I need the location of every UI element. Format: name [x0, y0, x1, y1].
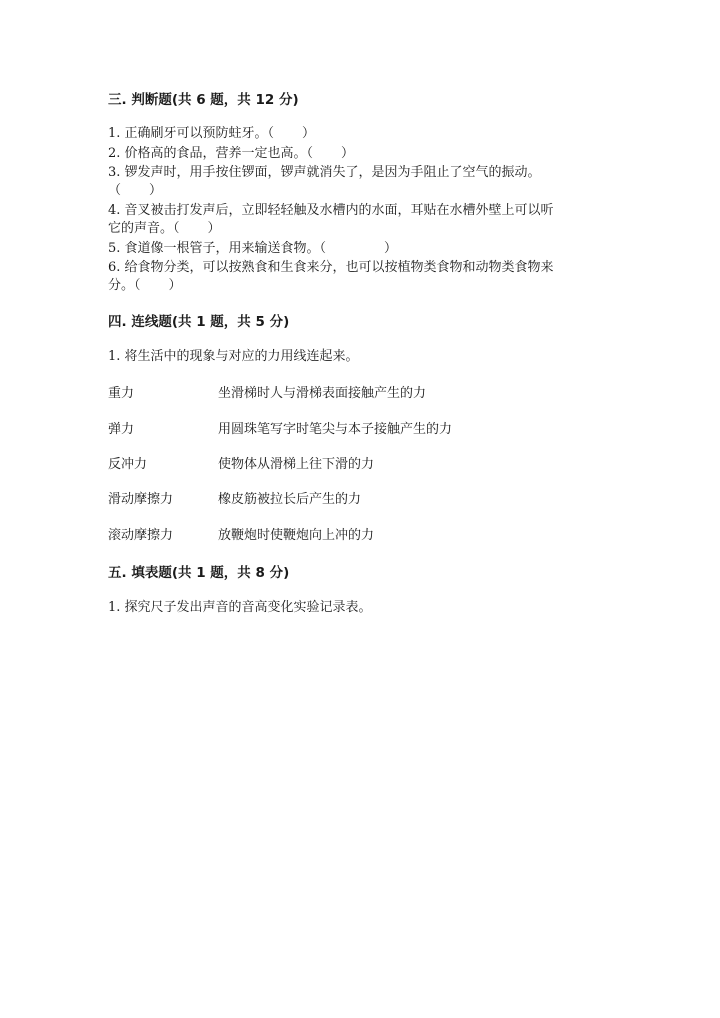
judge-item-4-open: 它的声音。（ [108, 221, 180, 236]
judge-item-1-close: ） [302, 126, 316, 141]
force-term[interactable]: 弹力 [108, 422, 135, 437]
section5-heading: 五. 填表题(共 1 题，共 8 分) [108, 565, 290, 581]
judge-item-2 [108, 142, 354, 161]
judge-item-2-close: ） [341, 146, 355, 161]
judge-item-5 [108, 237, 397, 256]
judge-item-3: 3. 锣发声时，用手按住锣面，锣声就消失了，是因为手阻止了空气的振动。 [108, 165, 541, 180]
section3-heading: 三. 判断题(共 6 题，共 12 分) [108, 92, 299, 108]
section4-heading: 四. 连线题(共 1 题，共 5 分) [108, 314, 290, 330]
judge-item-3-close: ） [149, 183, 163, 198]
phenomenon-desc[interactable]: 坐滑梯时人与滑梯表面接触产生的力 [218, 386, 427, 401]
force-term[interactable]: 滚动摩擦力 [108, 528, 174, 543]
judge-item-3-cont [108, 179, 162, 198]
force-term[interactable]: 重力 [108, 386, 135, 401]
phenomenon-desc[interactable]: 放鞭炮时使鞭炮向上冲的力 [218, 528, 375, 543]
judge-item-6-cont [108, 274, 182, 293]
judge-item-2-text: 2. 价格高的食品，营养一定也高。（ [108, 146, 314, 161]
judge-item-1-text: 1. 正确刷牙可以预防蛀牙。（ [108, 126, 275, 141]
table-question: 1. 探究尺子发出声音的音高变化实验记录表。 [108, 600, 372, 615]
judge-item-4-cont [108, 217, 221, 236]
force-term[interactable]: 滑动摩擦力 [108, 492, 174, 507]
phenomenon-desc[interactable]: 用圆珠笔写字时笔尖与本子接触产生的力 [218, 422, 453, 437]
judge-item-6: 6. 给食物分类，可以按熟食和生食来分，也可以按植物类食物和动物类食物来 [108, 260, 554, 275]
judge-item-5-close: ） [384, 241, 398, 256]
phenomenon-desc[interactable]: 使物体从滑梯上往下滑的力 [218, 457, 375, 472]
judge-item-4: 4. 音叉被击打发声后，立即轻轻触及水槽内的水面，耳贴在水槽外壁上可以听 [108, 203, 554, 218]
matching-question: 1. 将生活中的现象与对应的力用线连起来。 [108, 349, 359, 364]
judge-item-1 [108, 122, 315, 141]
judge-item-3-open: （ [108, 183, 122, 198]
judge-item-5-text: 5. 食道像一根管子，用来输送食物。（ [108, 241, 327, 256]
judge-item-6-close: ） [168, 278, 182, 293]
phenomenon-desc[interactable]: 橡皮筋被拉长后产生的力 [218, 492, 362, 507]
force-term[interactable]: 反冲力 [108, 457, 148, 472]
judge-item-6-open: 分。（ [108, 278, 141, 293]
judge-item-4-close: ） [207, 221, 221, 236]
